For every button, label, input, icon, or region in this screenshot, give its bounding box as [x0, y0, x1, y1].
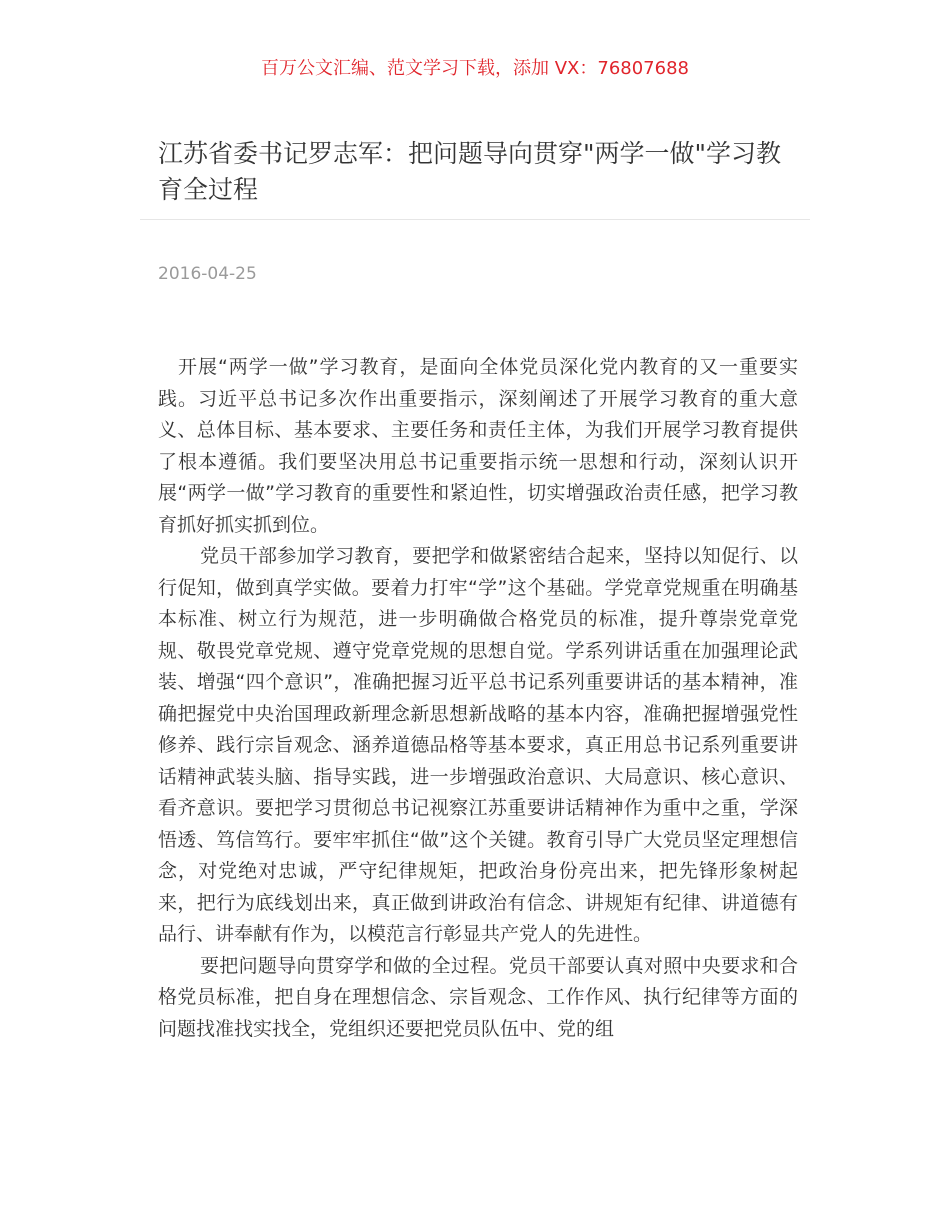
paragraph: 要把问题导向贯穿学和做的全过程。党员干部要认真对照中央要求和合格党员标准，把自身在理想信念、宗旨观念、工作作风、执行纪律等方面的问题找准找实找全，党组织还要把党员队伍中、党的组 — [158, 954, 798, 1040]
title-divider — [140, 219, 810, 220]
paragraph: 党员干部参加学习教育，要把学和做紧密结合起来，坚持以知促行、以行促知，做到真学实做。要着力打牢“学”这个基础。学党章党规重在明确基本标准、树立行为规范，进一步明确做合格党员的标准，提升尊崇党章党规、敬畏党章党规、遵守党章党规的思想自觉。学系列讲话重在加强理论武装、增强“四个意识”，准确把握习近平总书记系列重要讲话的基本精神，准确把握党中央治国理政新理念新思想新战略的基本内容，准确把握增强党性修养、践行宗旨观念、涵养道德品格等基本要求，真正用总书记系列重要讲话精神武装头脑、指导实践，进一步增强政治意识、大局意识、核心意识、看齐意识。要把学习贯彻总书记视察江苏重要讲话精神作为重中之重，学深悟透、笃信笃行。要牢牢抓住“做”这个关键。教育引导广大党员坚定理想信念，对党绝对忠诚，严守纪律规矩，把政治身份亮出来，把先锋形象树起来，把行为底线划出来，真正做到讲政治有信念、讲规矩有纪律、讲道德有品行、讲奉献有作为，以模范言行彰显共产党人的先进性。 — [158, 545, 798, 945]
article-title: 江苏省委书记罗志军：把问题导向贯穿"两学一做"学习教育全过程 — [158, 139, 782, 204]
promo-banner: 百万公文汇编、范文学习下载，添加 VX：76807688 — [261, 58, 689, 79]
article-body — [158, 352, 798, 1045]
publish-date: 2016-04-25 — [158, 264, 257, 284]
paragraph: 开展“两学一做”学习教育，是面向全体党员深化党内教育的又一重要实践。习近平总书记多次作出重要指示，深刻阐述了开展学习教育的重大意义、总体目标、基本要求、主要任务和责任主体，为我们开展学习教育提供了根本遵循。我们要坚决用总书记重要指示统一思想和行动，深刻认识开展“两学一做”学习教育的重要性和紧迫性，切实增强政治责任感，把学习教育抓好抓实抓到位。 — [158, 356, 798, 536]
